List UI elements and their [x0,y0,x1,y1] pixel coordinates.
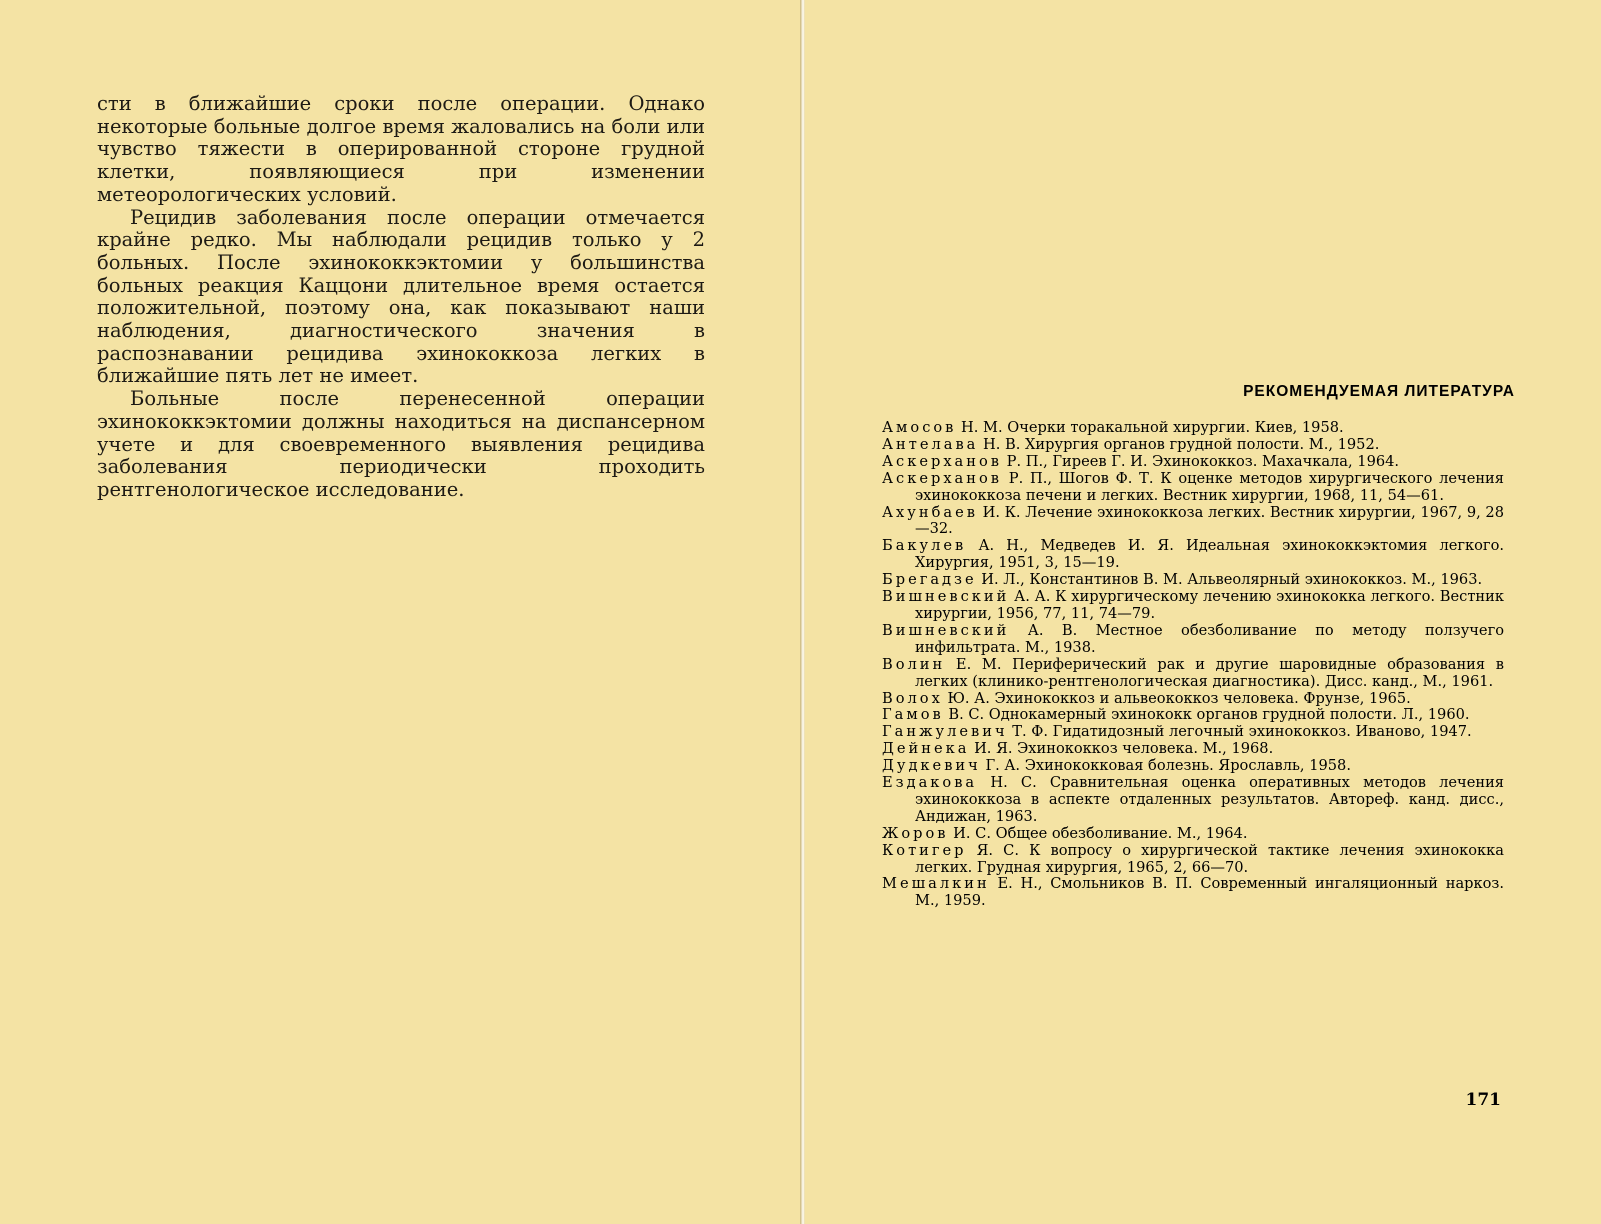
reference-text: И. К. Лечение эхинококкоза легких. Вестник хирургии, 1967, 9, 28—32. [915,503,1505,538]
reference-item [882,724,1504,741]
reference-author: Бакулев [882,537,967,555]
reference-author: Дейнека [882,740,970,758]
reference-author: Брегадзе [882,571,977,589]
paragraph: Рецидив заболевания после операции отмечается крайне редко. Мы наблюдали рецидив только у 2 больных. После эхинококкэктомии у большинства больных реакция Каццони длительное время остается положительной, поэтому она, как показывают наши наблюдения, диагностического значения в распознавании рецидива эхинококкоза легких в ближайшие пять лет не имеет. [97,205,705,388]
reference-text: Е. М. Периферический рак и другие шаровидные образования в легких (клинико-рентгенологическая диагностика). Дисс. канд., М., 1961. [915,655,1504,690]
left-body-text [97,93,705,502]
reference-author: Вишневский [882,588,1010,606]
reference-text: Р. П., Гиреев Г. И. Эхинококкоз. Махачкала, 1964. [1006,452,1400,470]
reference-item [882,775,1504,826]
reference-text: В. С. Однокамерный эхинококк органов грудной полости. Л., 1960. [948,706,1470,724]
reference-item [882,691,1504,708]
reference-author: Волин [882,655,946,673]
reference-text: И. Л., Константинов В. М. Альвеолярный эхинококкоз. М., 1963. [981,571,1483,589]
references-heading: РЕКОМЕНДУЕМАЯ ЛИТЕРАТУРА [1243,383,1515,400]
reference-author: Ахунбаев [882,503,978,521]
reference-item [882,538,1504,572]
reference-item [882,471,1504,505]
reference-author: Ганжулевич [882,723,1008,741]
reference-author: Дудкевич [882,757,981,775]
reference-text: Е. Н., Смольников В. П. Современный ингаляционный наркоз. М., 1959. [915,875,1504,910]
reference-author: Жоров [882,824,949,842]
reference-item [882,741,1504,758]
reference-author: Аскерханов [882,452,1002,470]
reference-author: Гамов [882,706,944,724]
reference-text: И. Я. Эхинококкоз человека. М., 1968. [974,740,1274,758]
reference-item [882,454,1504,471]
reference-text: Н. В. Хирургия органов грудной полости. М., 1952. [983,435,1380,453]
left-page [0,0,800,1224]
reference-author: Мешалкин [882,875,990,893]
reference-text: Н. М. Очерки торакальной хирургии. Киев, 1958. [961,419,1344,436]
paragraph: сти в ближайшие сроки после операции. Однако некоторые больные долгое время жаловались на боли или чувство тяжести в оперированной стороне грудной клетки, появляющиеся при изменении метеорологических условий. [97,92,705,206]
reference-author: Антелава [882,435,979,453]
reference-text: Г. А. Эхинококковая болезнь. Ярославль, 1958. [985,757,1351,775]
paragraph: Больные после перенесенной операции эхинококкэктомии должны находиться на диспансерном учете и для своевременного выявления рецидива заболевания периодически проходить рентгенологическое исследование. [97,387,705,501]
reference-item [882,826,1504,843]
reference-item [882,876,1504,910]
reference-item [882,657,1504,691]
reference-item [882,505,1504,539]
reference-item [882,589,1504,623]
reference-item [882,758,1504,775]
reference-text: Я. С. К вопросу о хирургической тактике лечения эхинококка легких. Грудная хирургия, 1965, 2, 66—70. [915,841,1504,876]
reference-author: Ездакова [882,774,978,792]
reference-text: Т. Ф. Гидатидозный легочный эхинококкоз. Иваново, 1947. [1012,723,1472,741]
reference-text: А. А. К хирургическому лечению эхинококка легкого. Вестник хирургии, 1956, 77, 11, 74—79. [915,588,1504,622]
reference-text: Н. С. Сравнительная оценка оперативных методов лечения эхинококкоза в аспекте отдаленных результатов. Автореф. канд. дисс., Андижан, 1963. [915,774,1505,825]
reference-item [882,420,1504,437]
reference-item [882,437,1504,454]
reference-item [882,623,1504,657]
reference-author: Волох [882,689,943,707]
reference-text: И. С. Общее обезболивание. М., 1964. [953,824,1248,842]
reference-author: Вишневский [882,621,1010,639]
page-number: 171 [1465,1090,1501,1110]
reference-text: Р. П., Шогов Ф. Т. К оценке методов хирургического лечения эхинококкоза печени и легких. Вестник хирургии, 1968, 11, 54—61. [915,469,1504,504]
reference-author: Аскерханов [882,469,1002,487]
reference-author: Амосов [882,419,957,436]
reference-author: Котигер [882,841,967,859]
reference-item [882,707,1504,724]
reference-text: Ю. А. Эхинококкоз и альвеококкоз человека. Фрунзе, 1965. [947,689,1411,707]
reference-list [882,420,1504,910]
reference-text: А. Н., Медведев И. Я. Идеальная эхинококкэктомия легкого. Хирургия, 1951, 3, 15—19. [915,537,1504,572]
reference-item [882,572,1504,589]
reference-text: А. В. Местное обезболивание по методу ползучего инфильтрата. М., 1938. [915,621,1505,656]
reference-item [882,843,1504,877]
